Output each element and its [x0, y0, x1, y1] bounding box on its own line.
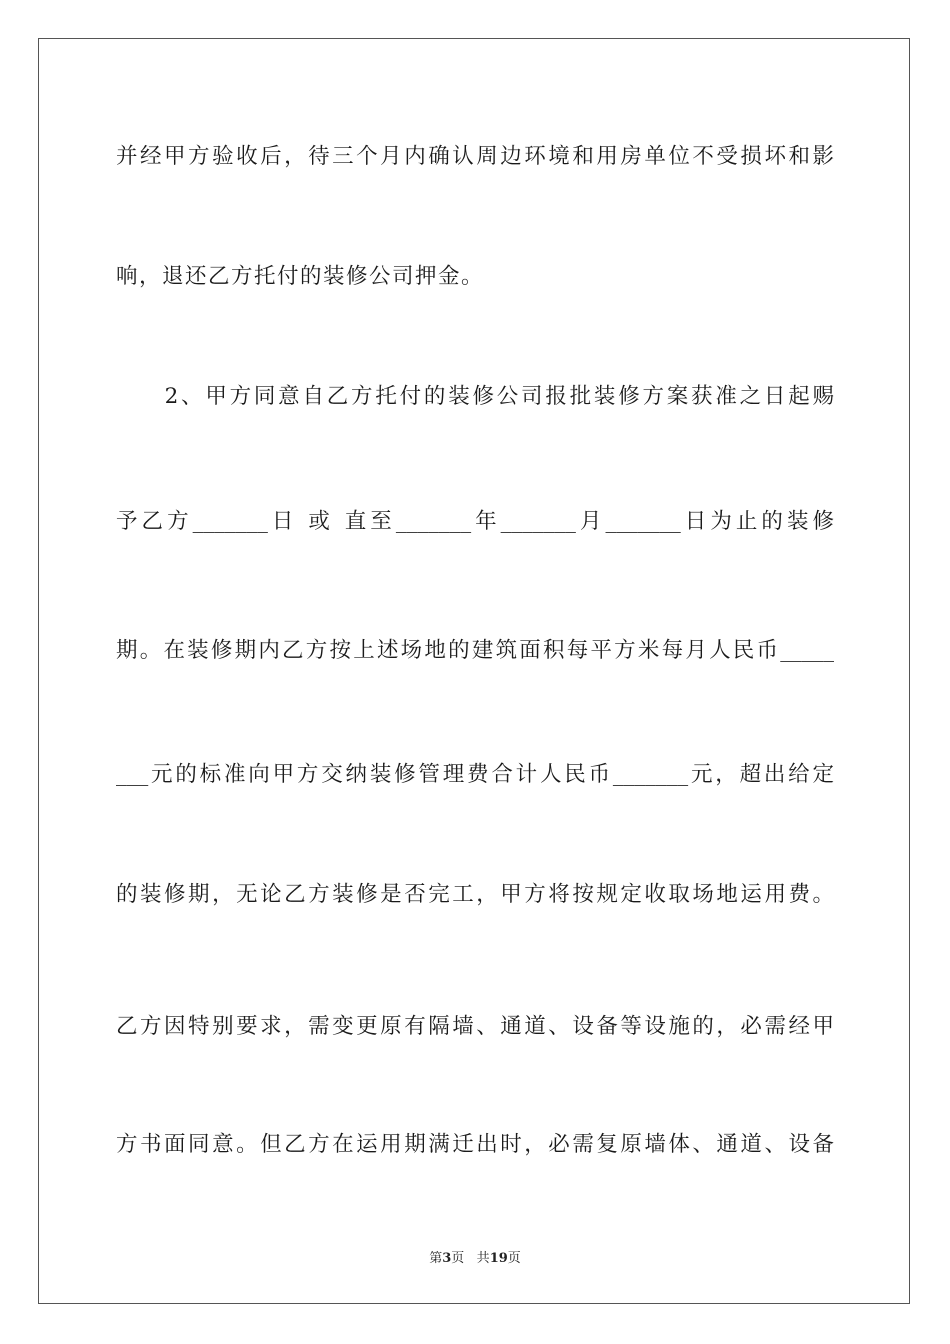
text-line-9: 方书面同意。但乙方在运用期满迁出时，必需复原墙体、通道、设备 [116, 1132, 834, 1157]
footer-page-prefix: 第 [429, 1251, 443, 1266]
text-line-8: 乙方因特别要求，需变更原有隔墙、通道、设备等设施的，必需经甲 [116, 1014, 834, 1039]
text-line-4: 予乙方_______日 或 直至_______年_______月_______日为止的装修 [116, 509, 834, 534]
footer-total-prefix: 共 [476, 1251, 490, 1266]
text-line-6: ___元的标准向甲方交纳装修管理费合计人民币_______元，超出给定 [116, 762, 834, 787]
footer-page-suffix: 页 [451, 1251, 465, 1266]
text-line-2: 响，退还乙方托付的装修公司押金。 [116, 264, 485, 289]
text-line-3: 2、甲方同意自乙方托付的装修公司报批装修方案获准之日起赐 [116, 384, 834, 409]
text-line-7: 的装修期，无论乙方装修是否完工，甲方将按规定收取场地运用费。 [116, 882, 834, 907]
page-footer [0, 1247, 950, 1266]
footer-page-number: 3 [442, 1251, 452, 1266]
text-line-1: 并经甲方验收后，待三个月内确认周边环境和用房单位不受损坏和影 [116, 144, 834, 169]
footer-total-suffix: 页 [507, 1251, 521, 1266]
footer-total-pages: 19 [489, 1251, 508, 1266]
page-border [38, 38, 910, 1304]
text-line-5: 期。在装修期内乙方按上述场地的建筑面积每平方米每月人民币_____ [116, 638, 834, 663]
